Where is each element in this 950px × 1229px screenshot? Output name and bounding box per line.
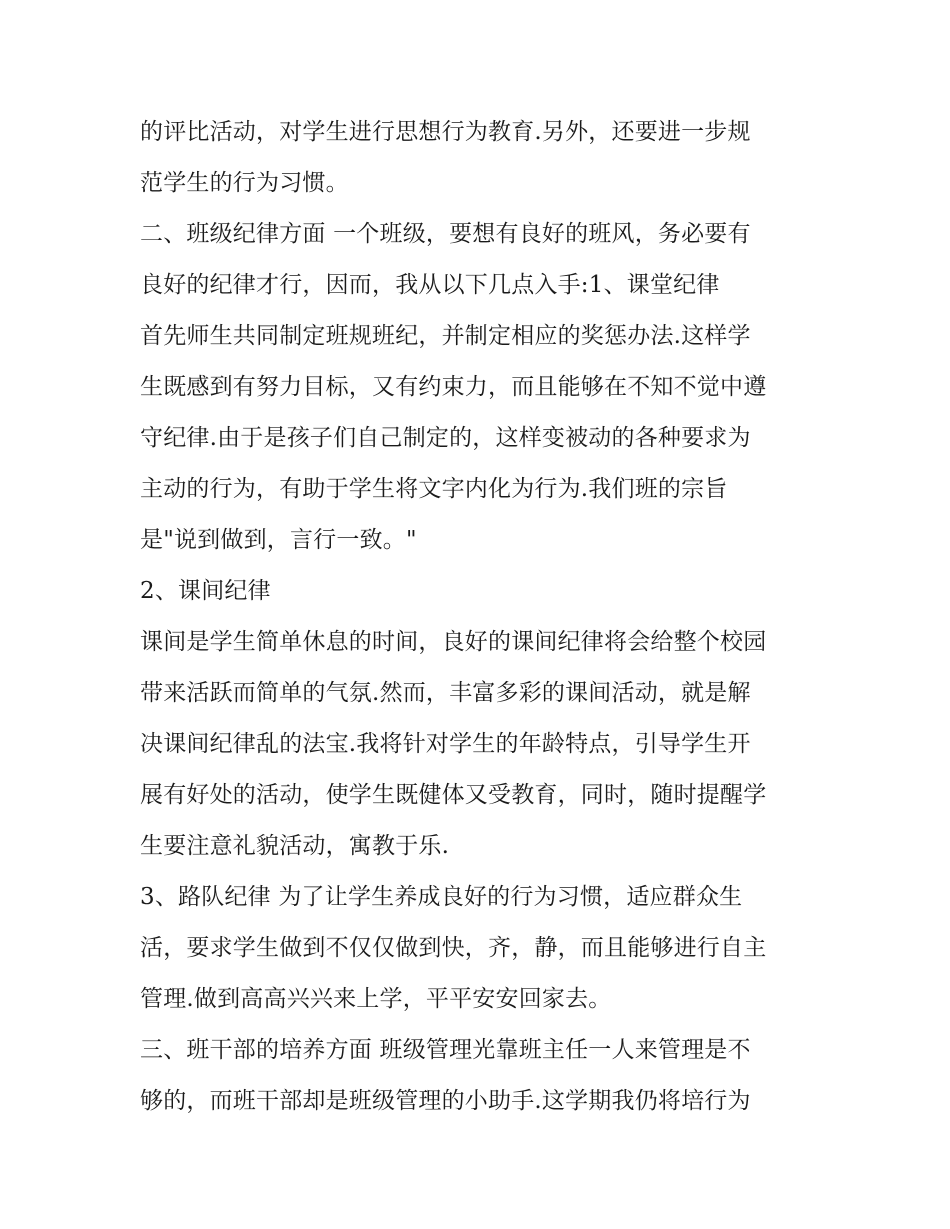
text-line: 的评比活动，对学生进行思想行为教育.另外，还要进一步规 — [140, 119, 751, 145]
text-line: 范学生的行为习惯。 — [140, 170, 349, 196]
text-line: 二、班级纪律方面 一个班级，要想有良好的班风，务必要有 — [140, 221, 751, 247]
text-line: 活，要求学生做到不仅仅做到快，齐，静，而且能够进行自主 — [140, 935, 767, 961]
text-line: 带来活跃而简单的气氛.然而，丰富多彩的课间活动，就是解 — [140, 680, 751, 706]
text-line: 首先师生共同制定班规班纪，并制定相应的奖惩办法.这样学 — [140, 323, 751, 349]
text-line: 三、班干部的培养方面 班级管理光靠班主任一人来管理是不 — [140, 1037, 751, 1063]
text-line: 生要注意礼貌活动，寓教于乐. — [140, 833, 450, 859]
text-line: 够的，而班干部却是班级管理的小助手.这学期我仍将培行为 — [140, 1088, 751, 1114]
text-line: 管理.做到高高兴兴来上学，平平安安回家去。 — [140, 986, 612, 1012]
text-line: 主动的行为，有助于学生将文字内化为行为.我们班的宗旨 — [140, 476, 728, 502]
text-line: 生既感到有努力目标，又有约束力，而且能够在不知不觉中遵 — [140, 374, 767, 400]
text-line: 课间是学生简单休息的时间，良好的课间纪律将会给整个校园 — [140, 629, 767, 655]
text-line: 是"说到做到，言行一致。" — [140, 527, 417, 553]
text-line: 展有好处的活动，使学生既健体又受教育，同时，随时提醒学 — [140, 782, 767, 808]
document-body — [140, 107, 830, 1127]
text-line: 守纪律.由于是孩子们自己制定的，这样变被动的各种要求为 — [140, 425, 751, 451]
text-line: 良好的纪律才行，因而，我从以下几点入手:1、课堂纪律 — [140, 272, 720, 298]
text-line: 决课间纪律乱的法宝.我将针对学生的年龄特点，引导学生开 — [140, 731, 751, 757]
text-line: 3、路队纪律 为了让学生养成良好的行为习惯，适应群众生 — [140, 884, 743, 910]
section-heading: 2、课间纪律 — [140, 578, 271, 604]
